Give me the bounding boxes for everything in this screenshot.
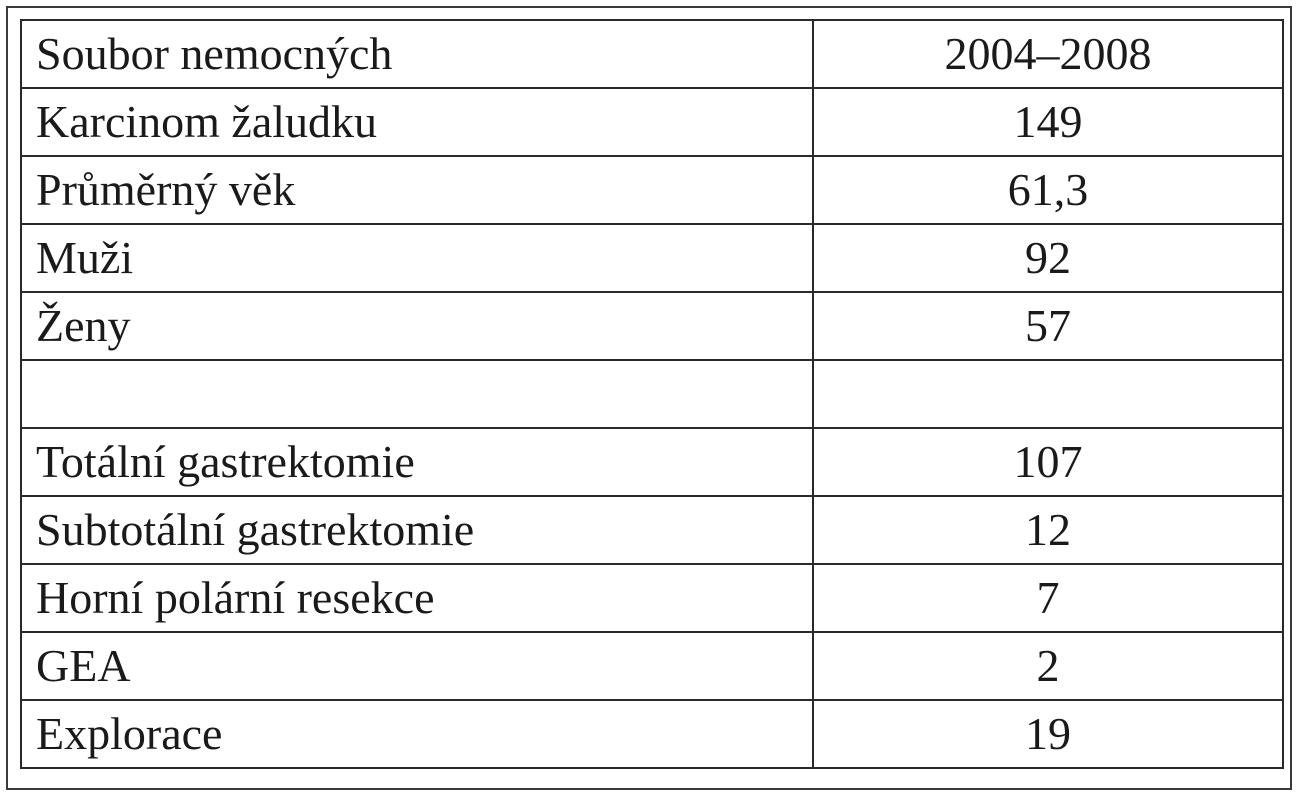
row-value-cell: 12 [813,496,1283,564]
header-label-cell: Soubor nemocných [21,20,813,88]
row-label-cell: Horní polární resekce [21,564,813,632]
row-label-cell: Karcinom žaludku [21,88,813,156]
table-row-blank [21,360,1283,428]
row-value-cell: 107 [813,428,1283,496]
row-value-cell: 2 [813,632,1283,700]
table-row [21,292,1283,360]
row-value-cell: 92 [813,224,1283,292]
row-label-cell: GEA [21,632,813,700]
row-label-cell: Průměrný věk [21,156,813,224]
table-row [21,632,1283,700]
row-value-cell: 7 [813,564,1283,632]
table-row [21,88,1283,156]
table-row [21,700,1283,768]
row-label-cell [21,360,813,428]
row-label-cell: Explorace [21,700,813,768]
table-row [21,428,1283,496]
table-row [21,156,1283,224]
table-row [21,564,1283,632]
row-value-cell: 149 [813,88,1283,156]
patient-cohort-table [20,19,1284,769]
header-value-cell: 2004–2008 [813,20,1283,88]
row-value-cell: 57 [813,292,1283,360]
table-row [21,224,1283,292]
row-value-cell: 61,3 [813,156,1283,224]
row-label-cell: Muži [21,224,813,292]
row-value-cell [813,360,1283,428]
row-label-cell: Subtotální gastrektomie [21,496,813,564]
row-label-cell: Totální gastrektomie [21,428,813,496]
row-label-cell: Ženy [21,292,813,360]
row-value-cell: 19 [813,700,1283,768]
table-header-row [21,20,1283,88]
table-row [21,496,1283,564]
